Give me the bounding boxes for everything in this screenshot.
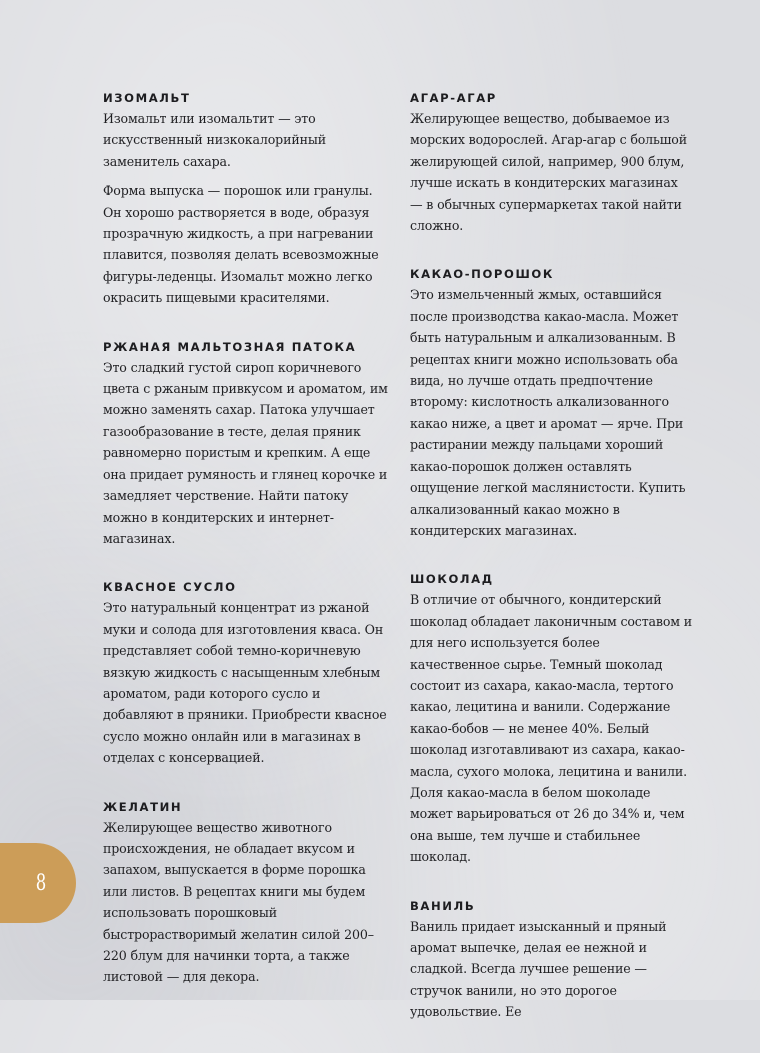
section-heading: ЖЕЛАТИН <box>103 799 183 814</box>
section-cocoa-powder <box>410 266 692 541</box>
section-heading: ИЗОМАЛЬТ <box>103 91 191 105</box>
section-gelatin <box>103 799 388 988</box>
section-heading: РЖАНАЯ МАЛЬТОЗНАЯ ПАТОКА <box>103 339 357 354</box>
section-rye-molasses <box>103 339 388 550</box>
section-paragraph: Это сладкий густой сироп коричневого цвета с ржаным привкусом и ароматом, им можно заменять сахар. Патока улучшает газообразование в тесте, делая пряник равномерно пористым и крепким. А еще она придает румяность и глянец корочке и замедляет черствение. Найти патоку можно в кондитерских и интернет-магазинах. <box>103 359 388 546</box>
section-heading: ШОКОЛАД <box>410 572 494 587</box>
section-paragraph: Это натуральный концентрат из ржаной муки и солода для изготовления кваса. Он представляет собой темно-коричневую вязкую жидкость с насыщенным хлебным ароматом, ради которого сусло и добавляют в пряники. Приобрести квасное сусло можно онлайн или в магазинах в отделах с консервацией. <box>103 600 387 766</box>
section-heading: КАКАО-ПОРОШОК <box>410 267 554 282</box>
section-paragraph: Это измельченный жмых, оставшийся после производства какао-масла. Может быть натуральным и алкализованным. В рецептах книги можно использовать оба вида, но лучше отдать предпочтение второму: кислотность алкализованного какао ниже, а цвет и аромат — ярче. При растирании между пальцами хороший какао-порошок должен оставлять ощущение легкой маслянистости. Купить алкализованный какао можно в кондитерских магазинах. <box>410 287 686 538</box>
section-vanilla <box>410 898 692 1023</box>
section-agar-agar <box>410 90 692 236</box>
section-paragraph: В отличие от обычного, кондитерский шоколад обладает лаконичным составом и для него используется более качественное сырье. Темный шоколад состоит из сахара, какао-масла, тертого какао, лецитина и ванили. Содержание какао-бобов — не менее 40%. Белый шоколад изготавливают из сахара, какао-масла, сухого молока, лецитина и ванили. Доля какао-масла в белом шоколаде может варьироваться от 26 до 34% и, чем она выше, тем лучше и стабильнее шоколад. <box>410 592 692 865</box>
section-paragraph: Желирующее вещество животного происхождения, не обладает вкусом и запахом, выпускается в форме порошка или листов. В рецептах книги мы будем использовать порошковый быстрорастворимый желатин силой 200–220 блум для начинки торта, а также листовой — для декора. <box>103 819 374 985</box>
left-column <box>103 90 388 1018</box>
section-paragraph: Ваниль придает изысканный и пряный аромат выпечке, делая ее нежной и сладкой. Всегда лучшее решение — стручок ванили, но это дорогое удовольствие. Ее <box>410 918 667 1020</box>
section-paragraph: Изомальт или изомальтит — это искусственный низкокалорийный заменитель сахара. <box>103 111 326 169</box>
section-heading: КВАСНОЕ СУСЛО <box>103 580 237 595</box>
page-number: 8 <box>35 870 47 896</box>
page-number-badge <box>0 843 76 923</box>
section-isomalt <box>103 90 388 309</box>
section-kvass-wort <box>103 579 388 768</box>
section-paragraph: Форма выпуска — порошок или гранулы. Он хорошо растворяется в воде, образуя прозрачную жидкость, а при нагревании плавится, позволяя делать всевозможные фигуры-леденцы. Изомальт можно легко окрасить пищевыми красителями. <box>103 183 379 306</box>
section-heading: АГАР-АГАР <box>410 91 497 105</box>
section-paragraph: Желирующее вещество, добываемое из морских водорослей. Агар-агар с большой желирующей силой, например, 900 блум, лучше искать в кондитерских магазинах — в обычных супермаркетах такой найти сложно. <box>410 111 687 234</box>
section-chocolate <box>410 571 692 867</box>
right-column <box>410 90 692 1053</box>
section-heading: ВАНИЛЬ <box>410 898 476 913</box>
